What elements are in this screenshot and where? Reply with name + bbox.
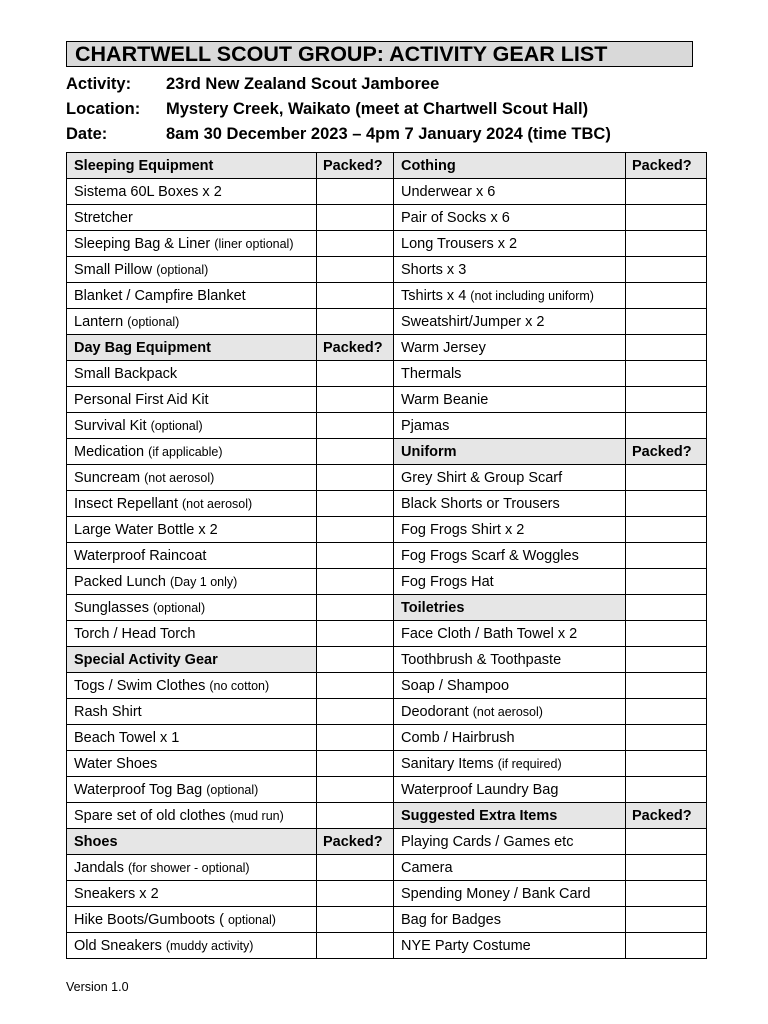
- packed-checkbox-cell[interactable]: [317, 179, 394, 205]
- table-row: [67, 257, 707, 283]
- item-label: Sistema 60L Boxes x 2: [74, 183, 222, 200]
- section-title: Cothing: [401, 157, 456, 174]
- table-row: [67, 621, 707, 647]
- packed-checkbox-cell[interactable]: [626, 829, 707, 855]
- packed-checkbox-cell[interactable]: [317, 205, 394, 231]
- table-row: [67, 829, 707, 855]
- item-note: (for shower - optional): [128, 860, 250, 875]
- packed-checkbox-cell[interactable]: [626, 257, 707, 283]
- gear-item: [67, 179, 317, 205]
- packed-checkbox-cell[interactable]: [317, 803, 394, 829]
- section-header: [394, 439, 626, 465]
- packed-checkbox-cell[interactable]: [626, 361, 707, 387]
- item-label: Beach Towel x 1: [74, 729, 180, 746]
- item-label: Spending Money / Bank Card: [401, 885, 591, 902]
- packed-header-blank: [317, 647, 394, 673]
- section-header: [394, 803, 626, 829]
- item-note: (not including uniform): [470, 288, 594, 303]
- item-label: Tshirts x 4: [401, 287, 467, 304]
- item-label: Camera: [401, 859, 453, 876]
- table-row: [67, 491, 707, 517]
- item-label: Sunglasses: [74, 599, 149, 616]
- packed-checkbox-cell[interactable]: [626, 777, 707, 803]
- item-label: Blanket / Campfire Blanket: [74, 287, 246, 304]
- gear-item: [394, 829, 626, 855]
- gear-item: [394, 543, 626, 569]
- packed-checkbox-cell[interactable]: [317, 413, 394, 439]
- item-label: Sanitary Items: [401, 755, 494, 772]
- item-label: Small Pillow: [74, 261, 153, 278]
- item-note: (not aerosol): [144, 470, 215, 485]
- table-row: [67, 179, 707, 205]
- packed-checkbox-cell[interactable]: [317, 855, 394, 881]
- table-row: [67, 907, 707, 933]
- table-row: [67, 153, 707, 179]
- table-row: [67, 387, 707, 413]
- info-label: Date:: [66, 125, 108, 143]
- gear-item: [67, 907, 317, 933]
- packed-checkbox-cell[interactable]: [317, 231, 394, 257]
- table-row: [67, 231, 707, 257]
- item-label: Fog Frogs Scarf & Woggles: [401, 547, 579, 564]
- item-note: (optional): [150, 418, 203, 433]
- info-label: Activity:: [66, 75, 132, 93]
- packed-checkbox-cell[interactable]: [626, 491, 707, 517]
- gear-item: [67, 569, 317, 595]
- item-label: Sneakers x 2: [74, 885, 159, 902]
- item-label: Warm Beanie: [401, 391, 489, 408]
- item-label: Pjamas: [401, 417, 450, 434]
- section-title: Sleeping Equipment: [74, 157, 214, 174]
- packed-checkbox-cell[interactable]: [626, 751, 707, 777]
- item-label: Small Backpack: [74, 365, 178, 382]
- item-label: Waterproof Raincoat: [74, 547, 207, 564]
- gear-item: [67, 855, 317, 881]
- packed-checkbox-cell[interactable]: [317, 907, 394, 933]
- gear-item: [394, 361, 626, 387]
- section-header: [67, 335, 317, 361]
- packed-checkbox-cell[interactable]: [317, 777, 394, 803]
- item-label: Thermals: [401, 365, 462, 382]
- item-note: (optional): [156, 262, 209, 277]
- gear-item: [394, 647, 626, 673]
- gear-item: [394, 699, 626, 725]
- item-note: (not aerosol): [182, 496, 253, 511]
- packed-checkbox-cell[interactable]: [626, 387, 707, 413]
- section-header: [394, 595, 626, 621]
- section-title: Day Bag Equipment: [74, 339, 211, 356]
- packed-header: Packed?: [317, 153, 394, 179]
- item-label: Personal First Aid Kit: [74, 391, 209, 408]
- gear-item: [67, 673, 317, 699]
- packed-checkbox-cell[interactable]: [626, 465, 707, 491]
- gear-item: [394, 491, 626, 517]
- item-label: Toothbrush & Toothpaste: [401, 651, 562, 668]
- packed-checkbox-cell[interactable]: [317, 569, 394, 595]
- item-note: (mud run): [229, 808, 284, 823]
- packed-checkbox-cell[interactable]: [626, 933, 707, 959]
- gear-item: [67, 205, 317, 231]
- section-title: Shoes: [74, 833, 118, 850]
- packed-header-blank: [626, 595, 707, 621]
- packed-checkbox-cell[interactable]: [317, 387, 394, 413]
- item-label: Jandals: [74, 859, 124, 876]
- table-row: [67, 673, 707, 699]
- gear-item: [394, 621, 626, 647]
- section-title: Special Activity Gear: [74, 651, 218, 668]
- item-label: Comb / Hairbrush: [401, 729, 515, 746]
- gear-item: [67, 231, 317, 257]
- item-label: Long Trousers x 2: [401, 235, 518, 252]
- gear-item: [394, 465, 626, 491]
- packed-checkbox-cell[interactable]: [626, 283, 707, 309]
- section-title: Uniform: [401, 443, 457, 460]
- gear-item: [67, 621, 317, 647]
- packed-checkbox-cell[interactable]: [626, 881, 707, 907]
- item-label: Insect Repellant: [74, 495, 178, 512]
- item-label: NYE Party Costume: [401, 937, 531, 954]
- gear-item: [67, 803, 317, 829]
- item-label: Fog Frogs Shirt x 2: [401, 521, 525, 538]
- gear-item: [67, 595, 317, 621]
- table-row: [67, 881, 707, 907]
- item-note: optional): [227, 912, 276, 927]
- gear-item: [67, 517, 317, 543]
- gear-item: [67, 725, 317, 751]
- packed-checkbox-cell[interactable]: [317, 673, 394, 699]
- item-label: Waterproof Laundry Bag: [401, 781, 559, 798]
- gear-item: [67, 881, 317, 907]
- table-row: [67, 595, 707, 621]
- packed-checkbox-cell[interactable]: [317, 257, 394, 283]
- packed-checkbox-cell[interactable]: [626, 413, 707, 439]
- packed-checkbox-cell[interactable]: [317, 933, 394, 959]
- packed-checkbox-cell[interactable]: [626, 335, 707, 361]
- item-label: Medication: [74, 443, 145, 460]
- packed-checkbox-cell[interactable]: [626, 855, 707, 881]
- gear-item: [394, 231, 626, 257]
- info-value: 23rd New Zealand Scout Jamboree: [166, 75, 440, 93]
- table-row: [67, 777, 707, 803]
- item-label: Underwear x 6: [401, 183, 496, 200]
- table-row: [67, 699, 707, 725]
- gear-item: [67, 413, 317, 439]
- packed-header: Packed?: [626, 439, 707, 465]
- packed-checkbox-cell[interactable]: [317, 361, 394, 387]
- item-label: Hike Boots/Gumboots (: [74, 911, 224, 928]
- gear-item: [394, 283, 626, 309]
- table-row: [67, 725, 707, 751]
- packed-checkbox-cell[interactable]: [317, 751, 394, 777]
- item-note: (if applicable): [148, 444, 223, 459]
- item-label: Grey Shirt & Group Scarf: [401, 469, 563, 486]
- item-label: Shorts x 3: [401, 261, 467, 278]
- table-row: [67, 569, 707, 595]
- table-row: [67, 335, 707, 361]
- info-label: Location:: [66, 100, 141, 118]
- table-row: [67, 205, 707, 231]
- gear-item: [67, 777, 317, 803]
- table-row: [67, 517, 707, 543]
- info-value: 8am 30 December 2023 – 4pm 7 January 2024 (time TBC): [166, 125, 611, 143]
- item-label: Face Cloth / Bath Towel x 2: [401, 625, 578, 642]
- gear-item: [67, 465, 317, 491]
- packed-checkbox-cell[interactable]: [317, 439, 394, 465]
- packed-checkbox-cell[interactable]: [626, 621, 707, 647]
- item-label: Playing Cards / Games etc: [401, 833, 574, 850]
- gear-item: [394, 309, 626, 335]
- packed-checkbox-cell[interactable]: [317, 543, 394, 569]
- gear-item: [67, 751, 317, 777]
- info-value: Mystery Creek, Waikato (meet at Chartwell Scout Hall): [166, 100, 589, 118]
- gear-item: [67, 439, 317, 465]
- gear-item: [394, 881, 626, 907]
- item-note: (no cotton): [209, 678, 270, 693]
- packed-checkbox-cell[interactable]: [626, 205, 707, 231]
- packed-checkbox-cell[interactable]: [626, 517, 707, 543]
- section-title: Suggested Extra Items: [401, 807, 558, 824]
- item-label: Fog Frogs Hat: [401, 573, 494, 590]
- item-label: Warm Jersey: [401, 339, 486, 356]
- packed-checkbox-cell[interactable]: [626, 907, 707, 933]
- item-label: Suncream: [74, 469, 141, 486]
- section-header: [67, 153, 317, 179]
- gear-item: [394, 335, 626, 361]
- gear-item: [67, 361, 317, 387]
- page-title: CHARTWELL SCOUT GROUP: ACTIVITY GEAR LIST: [66, 41, 693, 67]
- item-label: Waterproof Tog Bag: [74, 781, 203, 798]
- item-note: (not aerosol): [472, 704, 543, 719]
- item-label: Sweatshirt/Jumper x 2: [401, 313, 545, 330]
- item-label: Stretcher: [74, 209, 133, 226]
- table-row: [67, 803, 707, 829]
- item-note: (liner optional): [214, 236, 294, 251]
- item-note: (optional): [153, 600, 206, 615]
- item-label: Bag for Badges: [401, 911, 501, 928]
- packed-checkbox-cell[interactable]: [626, 231, 707, 257]
- table-row: [67, 933, 707, 959]
- packed-checkbox-cell[interactable]: [626, 309, 707, 335]
- gear-item: [394, 387, 626, 413]
- gear-item: [394, 725, 626, 751]
- gear-item: [394, 179, 626, 205]
- gear-item: [394, 751, 626, 777]
- gear-item: [394, 673, 626, 699]
- item-note: (optional): [206, 782, 259, 797]
- packed-checkbox-cell[interactable]: [317, 595, 394, 621]
- gear-item: [67, 283, 317, 309]
- gear-table: [66, 152, 707, 959]
- table-row: [67, 465, 707, 491]
- table-row: [67, 361, 707, 387]
- packed-checkbox-cell[interactable]: [317, 491, 394, 517]
- item-label: Large Water Bottle x 2: [74, 521, 218, 538]
- item-label: Sleeping Bag & Liner: [74, 235, 211, 252]
- item-note: (if required): [497, 756, 562, 771]
- packed-checkbox-cell[interactable]: [626, 543, 707, 569]
- table-row: [67, 439, 707, 465]
- packed-checkbox-cell[interactable]: [317, 283, 394, 309]
- item-label: Old Sneakers: [74, 937, 162, 954]
- gear-item: [67, 491, 317, 517]
- packed-checkbox-cell[interactable]: [626, 673, 707, 699]
- packed-checkbox-cell[interactable]: [626, 179, 707, 205]
- packed-checkbox-cell[interactable]: [317, 621, 394, 647]
- packed-checkbox-cell[interactable]: [317, 881, 394, 907]
- gear-item: [67, 309, 317, 335]
- gear-item: [67, 933, 317, 959]
- packed-header: Packed?: [317, 335, 394, 361]
- item-label: Black Shorts or Trousers: [401, 495, 560, 512]
- packed-checkbox-cell[interactable]: [626, 647, 707, 673]
- packed-checkbox-cell[interactable]: [626, 699, 707, 725]
- packed-header: Packed?: [626, 153, 707, 179]
- item-note: (optional): [127, 314, 180, 329]
- item-label: Packed Lunch: [74, 573, 166, 590]
- packed-checkbox-cell[interactable]: [626, 725, 707, 751]
- item-label: Water Shoes: [74, 755, 158, 772]
- gear-item: [67, 699, 317, 725]
- item-label: Torch / Head Torch: [74, 625, 196, 642]
- section-header: [67, 647, 317, 673]
- gear-item: [394, 933, 626, 959]
- item-label: Pair of Socks x 6: [401, 209, 510, 226]
- item-note: (Day 1 only): [169, 574, 238, 589]
- gear-item: [67, 257, 317, 283]
- packed-checkbox-cell[interactable]: [317, 699, 394, 725]
- packed-checkbox-cell[interactable]: [317, 725, 394, 751]
- table-row: [67, 413, 707, 439]
- gear-item: [394, 907, 626, 933]
- packed-checkbox-cell[interactable]: [317, 309, 394, 335]
- packed-checkbox-cell[interactable]: [626, 569, 707, 595]
- gear-item: [394, 413, 626, 439]
- packed-header: Packed?: [626, 803, 707, 829]
- version-label: Version 1.0: [66, 980, 129, 994]
- gear-item: [67, 543, 317, 569]
- item-label: Togs / Swim Clothes: [74, 677, 206, 694]
- gear-item: [394, 777, 626, 803]
- item-label: Soap / Shampoo: [401, 677, 510, 694]
- packed-checkbox-cell[interactable]: [317, 465, 394, 491]
- gear-item: [394, 569, 626, 595]
- gear-item: [67, 387, 317, 413]
- packed-header: Packed?: [317, 829, 394, 855]
- item-label: Deodorant: [401, 703, 469, 720]
- table-row: [67, 647, 707, 673]
- gear-item: [394, 205, 626, 231]
- gear-item: [394, 517, 626, 543]
- item-label: Survival Kit: [74, 417, 147, 434]
- table-row: [67, 543, 707, 569]
- packed-checkbox-cell[interactable]: [317, 517, 394, 543]
- item-label: Rash Shirt: [74, 703, 142, 720]
- gear-item: [394, 855, 626, 881]
- item-label: Lantern: [74, 313, 124, 330]
- item-note: (muddy activity): [165, 938, 254, 953]
- table-row: [67, 309, 707, 335]
- table-row: [67, 751, 707, 777]
- section-header: [67, 829, 317, 855]
- section-title: Toiletries: [401, 599, 465, 616]
- gear-item: [394, 257, 626, 283]
- item-label: Spare set of old clothes: [74, 807, 226, 824]
- table-row: [67, 855, 707, 881]
- table-row: [67, 283, 707, 309]
- section-header: [394, 153, 626, 179]
